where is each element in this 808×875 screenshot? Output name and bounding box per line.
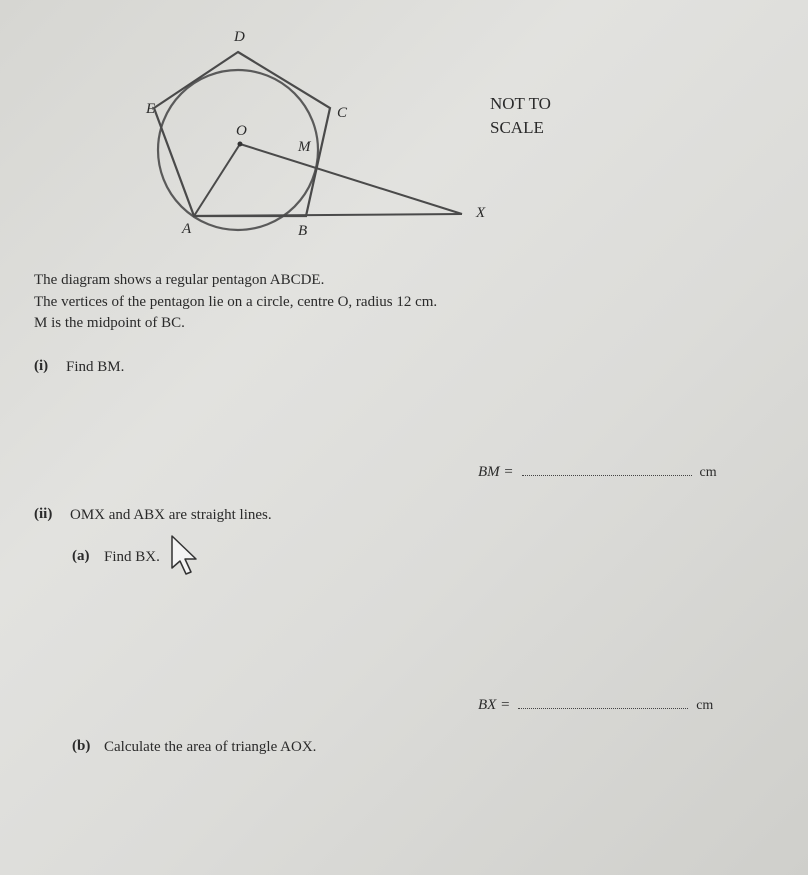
- not-to-scale-note: [490, 92, 551, 140]
- part-ii-a-question: Find BX.: [104, 549, 160, 565]
- line-oa: [194, 144, 240, 216]
- part-ii-a-answer-row: [478, 697, 713, 714]
- part-i-unit: cm: [699, 465, 717, 480]
- mouse-pointer-shape: [170, 534, 204, 580]
- label-c: C: [337, 105, 348, 121]
- centre-point: [238, 142, 243, 147]
- intro-line-3: M is the midpoint of BC.: [34, 315, 185, 331]
- part-ii-a-label: (a): [72, 548, 90, 564]
- part-i-answer-field[interactable]: [522, 474, 692, 476]
- line-abx: [194, 214, 462, 216]
- label-m: M: [298, 139, 311, 155]
- label-b: B: [298, 223, 308, 239]
- part-i-answer-label: BM =: [478, 464, 514, 480]
- part-ii-b-label: (b): [72, 738, 91, 754]
- scale-note-line2: SCALE: [490, 118, 544, 137]
- label-o: O: [236, 123, 247, 139]
- part-i-label: (i): [34, 358, 49, 374]
- part-ii-a-answer-label: BX =: [478, 697, 511, 713]
- part-ii-statement: OMX and ABX are straight lines.: [70, 507, 272, 523]
- mouse-pointer-icon: [170, 534, 204, 580]
- scale-note-line1: NOT TO: [490, 94, 551, 113]
- label-x: X: [476, 205, 486, 221]
- line-omx: [240, 144, 462, 214]
- label-d: D: [234, 29, 245, 45]
- intro-line-1: The diagram shows a regular pentagon ABCDE.: [34, 272, 325, 288]
- part-i-question: Find BM.: [66, 359, 125, 375]
- circumcircle: [158, 70, 318, 230]
- label-e: E: [146, 101, 156, 117]
- part-ii-a-unit: cm: [696, 698, 714, 713]
- part-ii-a-answer-field[interactable]: [518, 707, 688, 709]
- pentagon-circle-svg: [130, 20, 510, 250]
- intro-line-2: The vertices of the pentagon lie on a circle, centre O, radius 12 cm.: [34, 294, 438, 310]
- label-a: A: [182, 221, 192, 237]
- part-i-answer-row: [478, 464, 717, 481]
- pentagon-diagram: [130, 20, 510, 250]
- part-ii-b-question: Calculate the area of triangle AOX.: [104, 739, 317, 755]
- part-ii-label: (ii): [34, 506, 53, 522]
